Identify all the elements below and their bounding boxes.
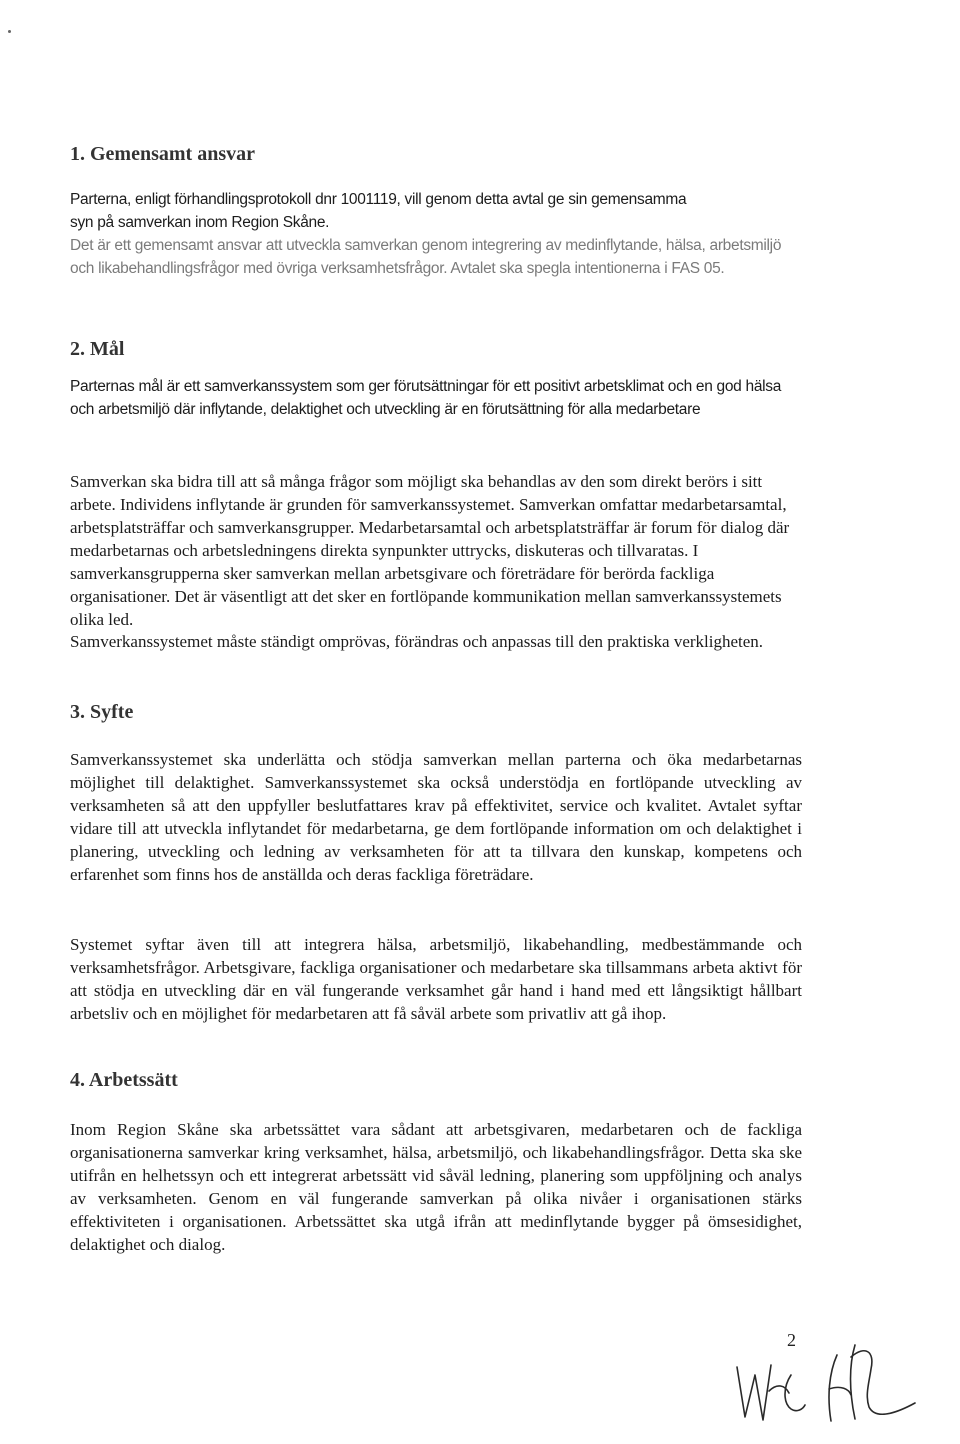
section-1-paragraph-1 xyxy=(70,188,805,234)
paragraph: Det är ett gemensamt ansvar att utveckla samverkan genom integrering av medinflytande, hälsa, arbetsmiljö och likabehandlingsfrågor med övriga verksamhetsfrågor. Avtalet ska spegla intentionerna i FAS 05. xyxy=(70,237,782,277)
section-2-paragraph-3 xyxy=(70,630,805,653)
paragraph: Samverkanssystemet ska underlätta och stödja samverkan mellan parterna och öka medarbetarnas möjlighet till delaktighet. Samverkanssystemet ska också understödja en fortlöpande utveckling av verksamheten så att den uppfyller beslutfattares krav på effektivitet, service och kvalitet. Avtalet syftar vidare till att utveckla inflytandet för medarbetarna, ge dem fortlöpande information om och delaktighet i planering, utveckling och ledning av verksamheten för att ta tillvara den kunskap, kompetens och erfarenhet som finns hos de anställda och deras fackliga företrädare. xyxy=(70,750,802,884)
section-2-paragraph-1 xyxy=(70,375,805,421)
paragraph: Systemet syftar även till att integrera hälsa, arbetsmiljö, likabehandling, medbestämmande och verksamhetsfrågor. Arbetsgivare, fackliga organisationer och medarbetare ska tillsammans arbeta aktivt för att stödja en utveckling där en väl fungerande verksamhet går hand i hand med ett långsiktigt hållbart arbetsliv och en möjlighet för medarbetaren att få såväl arbete som privatliv att gå ihop. xyxy=(70,935,802,1023)
section-mal xyxy=(70,338,805,361)
section-4-paragraph-1 xyxy=(70,1118,805,1256)
signature-initials-2 xyxy=(829,1345,915,1421)
section-heading: 1. Gemensamt ansvar xyxy=(70,143,255,165)
section-heading: 2. Mål xyxy=(70,338,125,360)
paragraph: Parternas mål är ett samverkanssystem som ger förutsättningar för ett positivt arbetsklimat och en god hälsa och arbetsmiljö där inflytande, delaktighet och utveckling är en förutsättning för alla medarbetare xyxy=(70,378,782,418)
paragraph: Parterna, enligt förhandlingsprotokoll dnr 1001119, vill genom detta avtal ge sin gemensamma syn på samverkan inom Region Skåne. xyxy=(70,191,687,231)
section-2-paragraph-2 xyxy=(70,470,805,631)
section-arbetssatt xyxy=(70,1069,805,1092)
section-heading: 4. Arbetssätt xyxy=(70,1069,178,1091)
section-3-paragraph-1 xyxy=(70,748,805,886)
scan-mark xyxy=(8,30,11,33)
section-3-paragraph-2 xyxy=(70,933,805,1025)
signature-initials xyxy=(725,1325,925,1435)
signature-initials-1 xyxy=(737,1365,805,1420)
section-gemensamt-ansvar xyxy=(70,143,805,166)
paragraph: Samverkanssystemet måste ständigt omprövas, förändras och anpassas till den praktiska verkligheten. xyxy=(70,632,764,651)
paragraph: Inom Region Skåne ska arbetssättet vara sådant att arbetsgivaren, medarbetaren och de fackliga organisationerna samverkar kring verksamhet, hälsa, arbetsmiljö, och likabehandlingsfrågor. Detta ska ske utifrån en helhetssyn och ett integrerat arbetssätt vid såväl ledning, planering som uppföljning och analys av verksamheten. Genom en väl fungerande samverkan på olika nivåer i organisationen stärks effektiviteten i organisationen. Arbetssättet ska utgå ifrån att medinflytande bygger på ömsesidighet, delaktighet och dialog. xyxy=(70,1120,802,1254)
section-heading: 3. Syfte xyxy=(70,701,134,723)
section-syfte xyxy=(70,701,805,724)
page-number: 2 xyxy=(787,1330,796,1350)
paragraph: Samverkan ska bidra till att så många frågor som möjligt ska behandlas av den som direkt berörs i sitt arbete. Individens inflytande är grunden för samverkanssystemet. Samverkan omfattar medarbetarsamtal, arbetsplatsträffar och samverkansgrupper. Medarbetarsamtal och arbetsplatsträffar är forum för dialog där medarbetarnas och arbetsledningens direkta synpunkter uttrycks, diskuteras och tillvaratas. I samverkansgrupperna sker samverkan mellan arbetsgivare och företrädare för berörda fackliga organisationer. Det är väsentligt att det sker en fortlöpande kommunikation mellan samverkanssystemets olika led. xyxy=(70,472,790,629)
section-1-paragraph-2 xyxy=(70,234,805,280)
